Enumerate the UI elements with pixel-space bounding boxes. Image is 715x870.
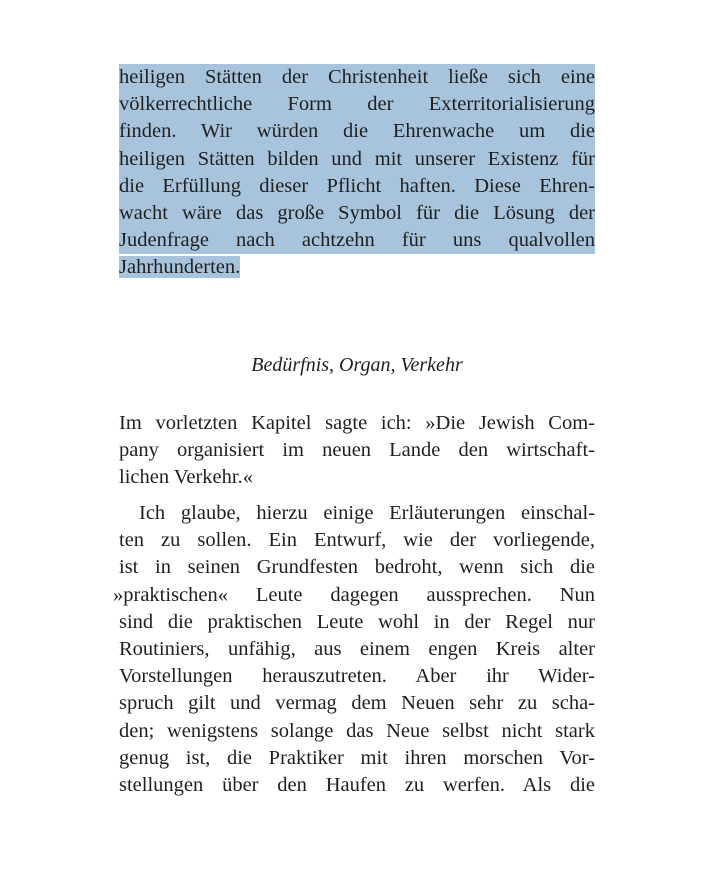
text-line: genug ist, die Praktiker mit ihren morschen Vor- <box>119 746 595 769</box>
text-line[interactable]: wacht wäre das große Symbol für die Lösung der <box>119 200 595 227</box>
text-line[interactable]: heiligen Stätten der Christenheit ließe sich eine <box>119 64 595 91</box>
text-line: Im vorletzten Kapitel sagte ich: »Die Jewish Com- <box>119 412 595 434</box>
text-line[interactable]: Judenfrage nach achtzehn für uns qualvollen <box>119 227 595 254</box>
text-line: ist in seinen Grundfesten bedroht, wenn sich die <box>119 556 595 579</box>
text-line: »praktischen« Leute dagegen aussprechen. Nun <box>113 583 595 606</box>
text-line: den; wenigstens solange das Neue selbst nicht stark <box>119 719 595 742</box>
paragraph <box>119 410 595 492</box>
text-line: sind die praktischen Leute wohl in der Regel nur <box>119 610 595 633</box>
text-line-last[interactable] <box>119 254 595 281</box>
text-line: Routiniers, unfähig, aus einem engen Kreis alter <box>119 637 595 660</box>
text-line: Vorstellungen herauszutreten. Aber ihr Wider- <box>119 665 595 688</box>
text-line: pany organisiert im neuen Lande den wirtschaft- <box>119 439 595 462</box>
text-line: lichen Verkehr.« <box>119 466 253 489</box>
text-line[interactable]: die Erfüllung dieser Pflicht haften. Diese Ehren- <box>119 173 595 200</box>
text-line: ten zu sollen. Ein Entwurf, wie der vorliegende, <box>119 529 595 552</box>
text-line[interactable]: heiligen Stätten bilden und mit unserer Existenz für <box>119 146 595 173</box>
text-line: spruch gilt und vermag dem Neuen sehr zu scha- <box>119 692 595 715</box>
selected-text-fragment[interactable]: Jahrhunderten. <box>119 256 241 279</box>
section-heading: Bedürfnis, Organ, Verkehr <box>251 354 463 376</box>
text-line: stellungen über den Haufen zu werfen. Als die <box>119 773 595 796</box>
text-line[interactable]: völkerrechtliche Form der Exterritorialisierung <box>119 91 595 118</box>
selected-text-block[interactable] <box>119 64 595 282</box>
paragraph <box>113 500 595 799</box>
text-line: Ich glaube, hierzu einige Erläuterungen einschal- <box>139 502 595 524</box>
text-line[interactable]: finden. Wir würden die Ehrenwache um die <box>119 118 595 145</box>
